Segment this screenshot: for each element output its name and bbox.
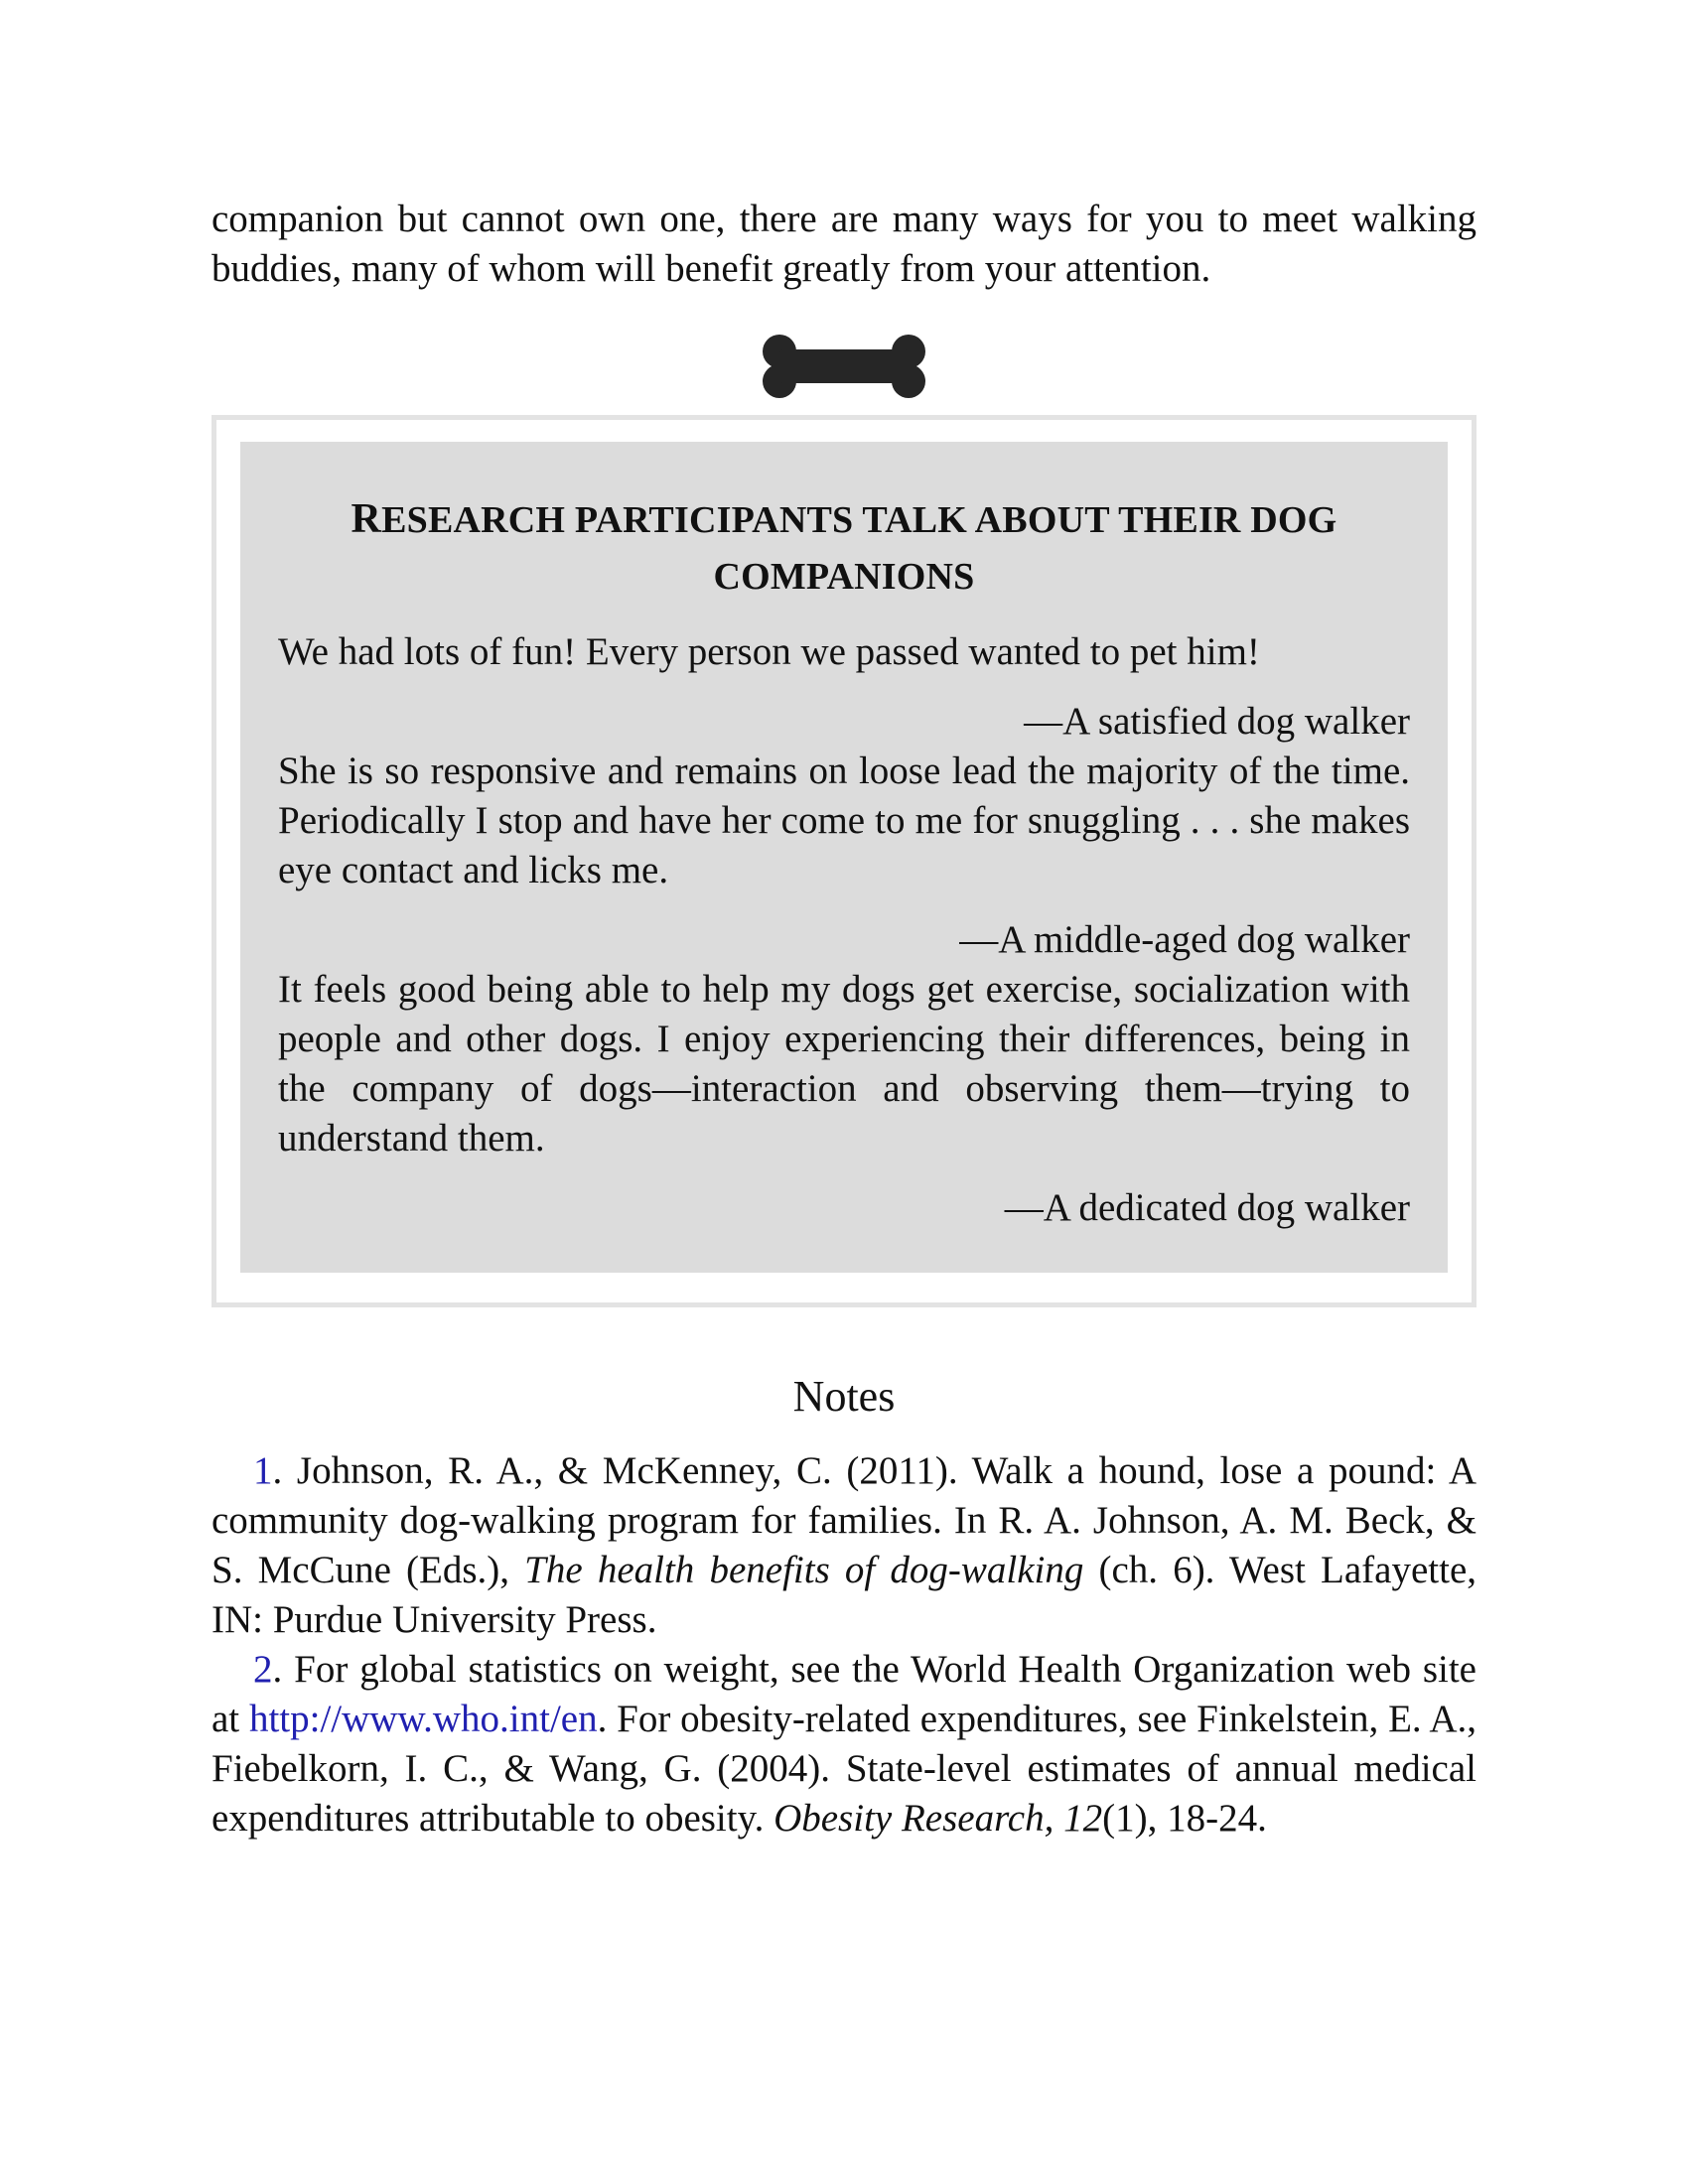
sidebar-title [278, 491, 1410, 606]
note-1-text-end: (ch. 6). West Lafayette, IN: Purdue University Press. [211, 1549, 1477, 1641]
who-website-link[interactable]: http://www.who.int/en [248, 1698, 598, 1740]
page-content [211, 195, 1477, 1843]
note-1-number-link[interactable]: 1 [253, 1449, 273, 1492]
note-2-text: . For global statistics on weight, see the World Health Organization web site at [211, 1648, 1477, 1740]
sidebar-title-initial: R [351, 496, 382, 542]
note-2-text-end: (1), 18-24. [1102, 1797, 1267, 1840]
note-1-text: . Johnson, R. A., & McKenney, C. (2011). Walk a hound, lose a pound: A community dog-walking program for families. In R. A. Johnson, A. M. Beck, & S. McCune (Eds.), [211, 1449, 1477, 1591]
note-2-text-middle: . For obesity-related expenditures, see Finkelstein, E. A., Fiebelkorn, I. C., & Wang, G. (2004). State-level estimates of annual medical expenditures attributable to obesity. [211, 1698, 1477, 1840]
quote-3-attribution: —A dedicated dog walker [1004, 1186, 1410, 1229]
quote-1-attribution: —A satisfied dog walker [1024, 700, 1410, 743]
note-2 [211, 1645, 1477, 1843]
sidebar-inner [240, 442, 1448, 1273]
quote-1-text: We had lots of fun! Every person we passed wanted to pet him! [278, 630, 1260, 673]
note-1 [211, 1446, 1477, 1645]
note-2-journal: Obesity Research, 12 [774, 1797, 1103, 1840]
sidebar-box [211, 415, 1477, 1307]
dog-bone-icon [760, 332, 928, 401]
notes-heading: Notes [792, 1372, 896, 1421]
bone-divider [211, 332, 1477, 407]
note-1-title: The health benefits of dog-walking [524, 1549, 1084, 1591]
note-2-number-link[interactable]: 2 [253, 1648, 273, 1691]
intro-paragraph: companion but cannot own one, there are many ways for you to meet walking buddies, many of whom will benefit greatly from your attention. [211, 198, 1477, 290]
sidebar-title-rest: ESEARCH PARTICIPANTS TALK ABOUT THEIR DOG COMPANIONS [381, 499, 1337, 598]
quote-3-text: It feels good being able to help my dogs get exercise, socialization with people and other dogs. I enjoy experiencing their differences, being in the company of dogs—interaction and observing them—trying to understand them. [278, 968, 1410, 1160]
quote-2-attribution: —A middle-aged dog walker [959, 918, 1410, 961]
quote-2-text: She is so responsive and remains on loose lead the majority of the time. Periodically I stop and have her come to me for snuggling . . . she makes eye contact and licks me. [278, 750, 1410, 891]
